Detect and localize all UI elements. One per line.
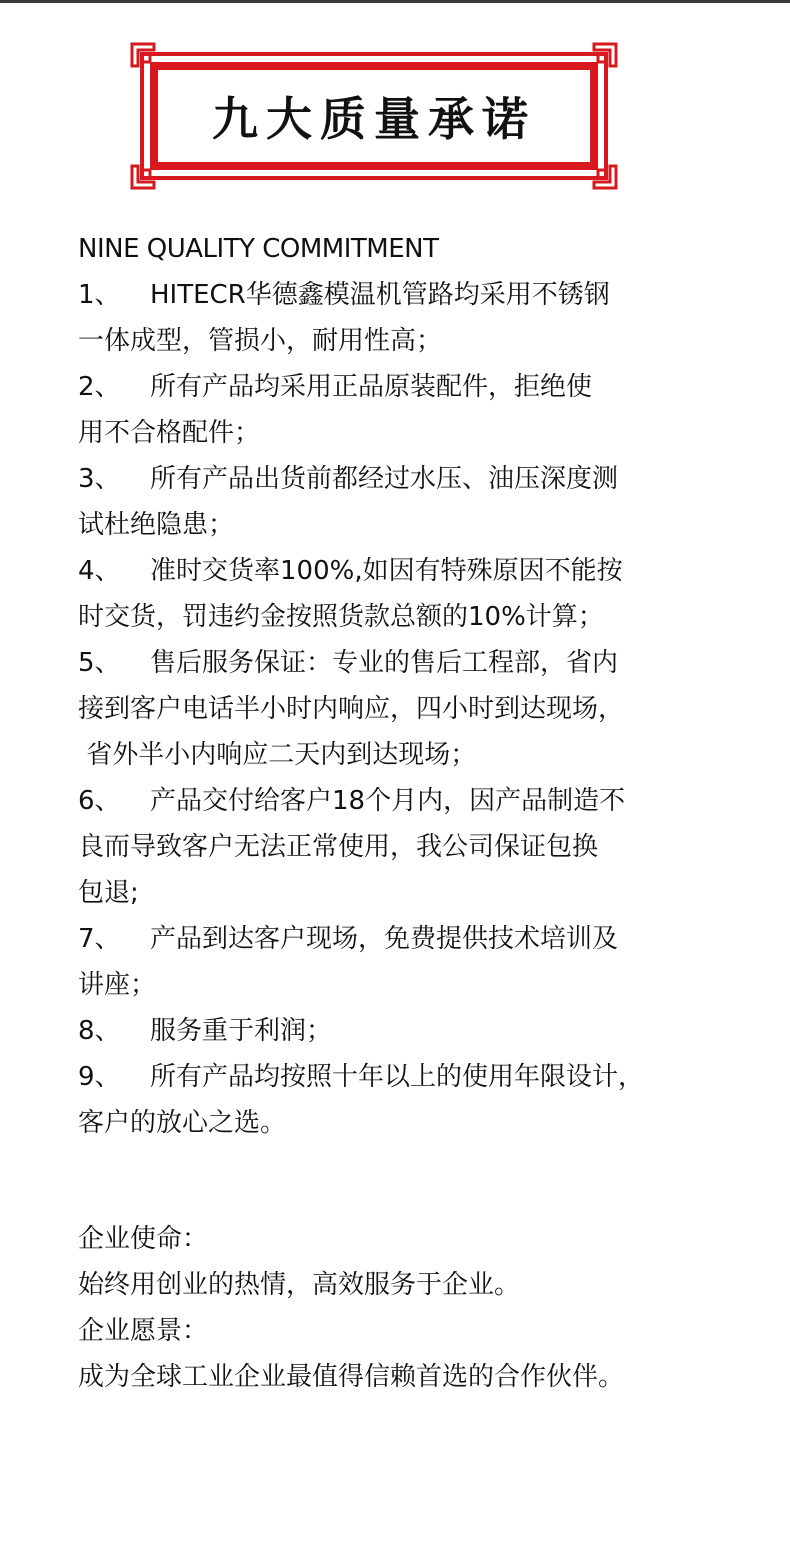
commitment-item-6 xyxy=(78,778,718,916)
commitment-item-7 xyxy=(78,916,718,1008)
commitment-content xyxy=(78,226,718,1400)
commitment-line: 良而导致客户无法正常使用，我公司保证包换 xyxy=(78,832,599,862)
section-spacer xyxy=(78,1146,718,1192)
item-number: 8、 xyxy=(78,1016,121,1046)
commitment-line: 时交货，罚违约金按照货款总额的10%计算； xyxy=(78,602,604,632)
english-heading: NINE QUALITY COMMITMENT xyxy=(78,234,439,264)
item-text: 所有产品均按照十年以上的使用年限设计， xyxy=(150,1062,645,1092)
page-title: 九大质量承诺 xyxy=(212,92,536,146)
item-text: 所有产品均采用正品原装配件，拒绝使 xyxy=(150,372,593,402)
commitment-line: 接到客户电话半小时内响应，四小时到达现场， xyxy=(78,694,625,724)
item-number: 9、 xyxy=(78,1062,121,1092)
commitment-line: 省外半小内响应二天内到达现场； xyxy=(78,740,477,770)
commitment-item-8 xyxy=(78,1008,718,1054)
item-text: 服务重于利润； xyxy=(150,1016,333,1046)
commitment-item-4 xyxy=(78,548,718,640)
commitment-line: 包退; xyxy=(78,878,139,908)
commitment-item-9 xyxy=(78,1054,718,1146)
item-number: 5、 xyxy=(78,648,121,678)
commitment-line: 试杜绝隐患； xyxy=(78,510,235,540)
top-rule xyxy=(0,0,790,3)
commitment-line xyxy=(78,272,718,318)
commitment-line xyxy=(78,778,718,824)
commitment-line: 一体成型，管损小，耐用性高； xyxy=(78,326,443,356)
item-text: 准时交货率100%,如因有特殊原因不能按 xyxy=(150,556,623,586)
commitment-line xyxy=(78,1008,718,1054)
item-text: 售后服务保证：专业的售后工程部，省内 xyxy=(150,648,619,678)
commitment-line: 讲座； xyxy=(78,970,157,1000)
item-text: HITECR华德鑫模温机管路均采用不锈钢 xyxy=(150,280,610,310)
mission-text: 始终用创业的热情，高效服务于企业。 xyxy=(78,1270,521,1300)
commitment-line xyxy=(78,1054,718,1100)
commitment-item-1 xyxy=(78,272,718,364)
item-text: 产品到达客户现场，免费提供技术培训及 xyxy=(150,924,619,954)
vision-label: 企业愿景： xyxy=(78,1316,209,1346)
item-number: 3、 xyxy=(78,464,121,494)
item-number: 4、 xyxy=(78,556,121,586)
commitment-item-2 xyxy=(78,364,718,456)
item-text: 所有产品出货前都经过水压、油压深度测 xyxy=(150,464,619,494)
item-number: 6、 xyxy=(78,786,121,816)
commitment-line xyxy=(78,916,718,962)
item-number: 2、 xyxy=(78,372,121,402)
commitment-line xyxy=(78,364,718,410)
commitment-line xyxy=(78,640,718,686)
item-text: 产品交付给客户18个月内，因产品制造不 xyxy=(150,786,626,816)
commitment-line xyxy=(78,548,718,594)
commitment-item-3 xyxy=(78,456,718,548)
commitment-line: 客户的放心之选。 xyxy=(78,1108,287,1138)
mission-label: 企业使命： xyxy=(78,1224,209,1254)
item-number: 1、 xyxy=(78,280,121,310)
commitment-item-5 xyxy=(78,640,718,778)
vision-text: 成为全球工业企业最值得信赖首选的合作伙伴。 xyxy=(78,1362,625,1392)
title-banner xyxy=(128,40,620,192)
section-spacer xyxy=(78,1192,718,1216)
item-number: 7、 xyxy=(78,924,121,954)
commitment-line: 用不合格配件； xyxy=(78,418,261,448)
commitment-line xyxy=(78,456,718,502)
